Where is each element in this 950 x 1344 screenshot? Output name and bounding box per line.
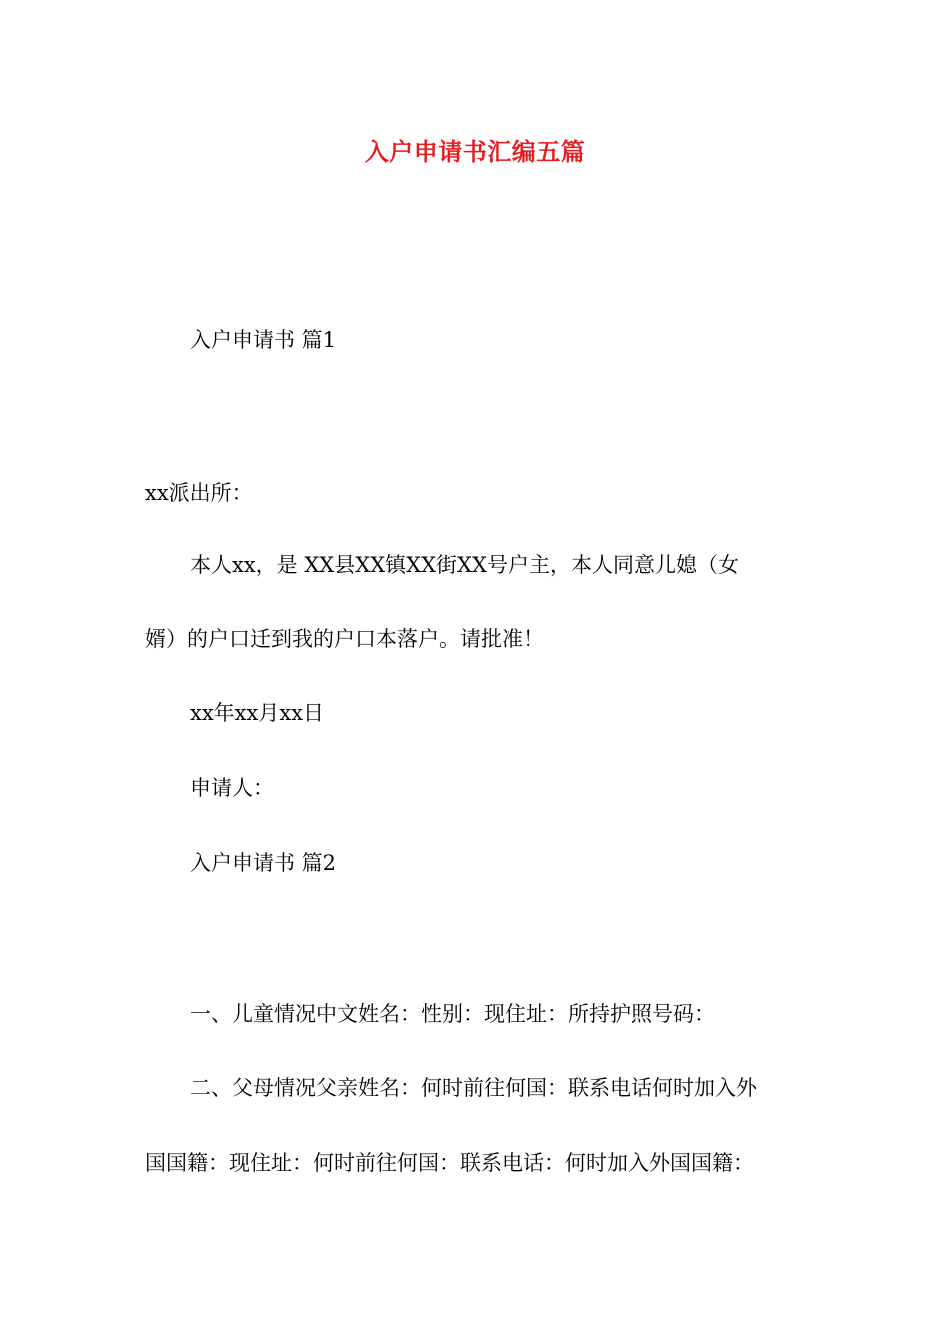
section-heading-2: 入户申请书 篇2 — [190, 851, 337, 875]
body-paragraph-line-1: 本人xx，是 XX县XX镇XX街XX号户主，本人同意儿媳（女 — [190, 553, 739, 577]
child-info-line: 一、儿童情况中文姓名：性别：现住址：所持护照号码： — [190, 1002, 715, 1026]
section-heading-1: 入户申请书 篇1 — [190, 328, 337, 352]
date-line: xx年xx月xx日 — [190, 701, 325, 725]
applicant-line: 申请人： — [190, 776, 274, 800]
body-paragraph-line-2: 婿）的户口迁到我的户口本落户。请批准！ — [145, 627, 544, 651]
page-title: 入户申请书汇编五篇 — [364, 138, 586, 166]
addressee-line: xx派出所： — [145, 481, 253, 505]
parent-info-line-2: 国国籍：现住址：何时前往何国：联系电话：何时加入外国国籍： — [145, 1151, 754, 1175]
parent-info-line-1: 二、父母情况父亲姓名：何时前往何国：联系电话何时加入外 — [190, 1076, 757, 1100]
